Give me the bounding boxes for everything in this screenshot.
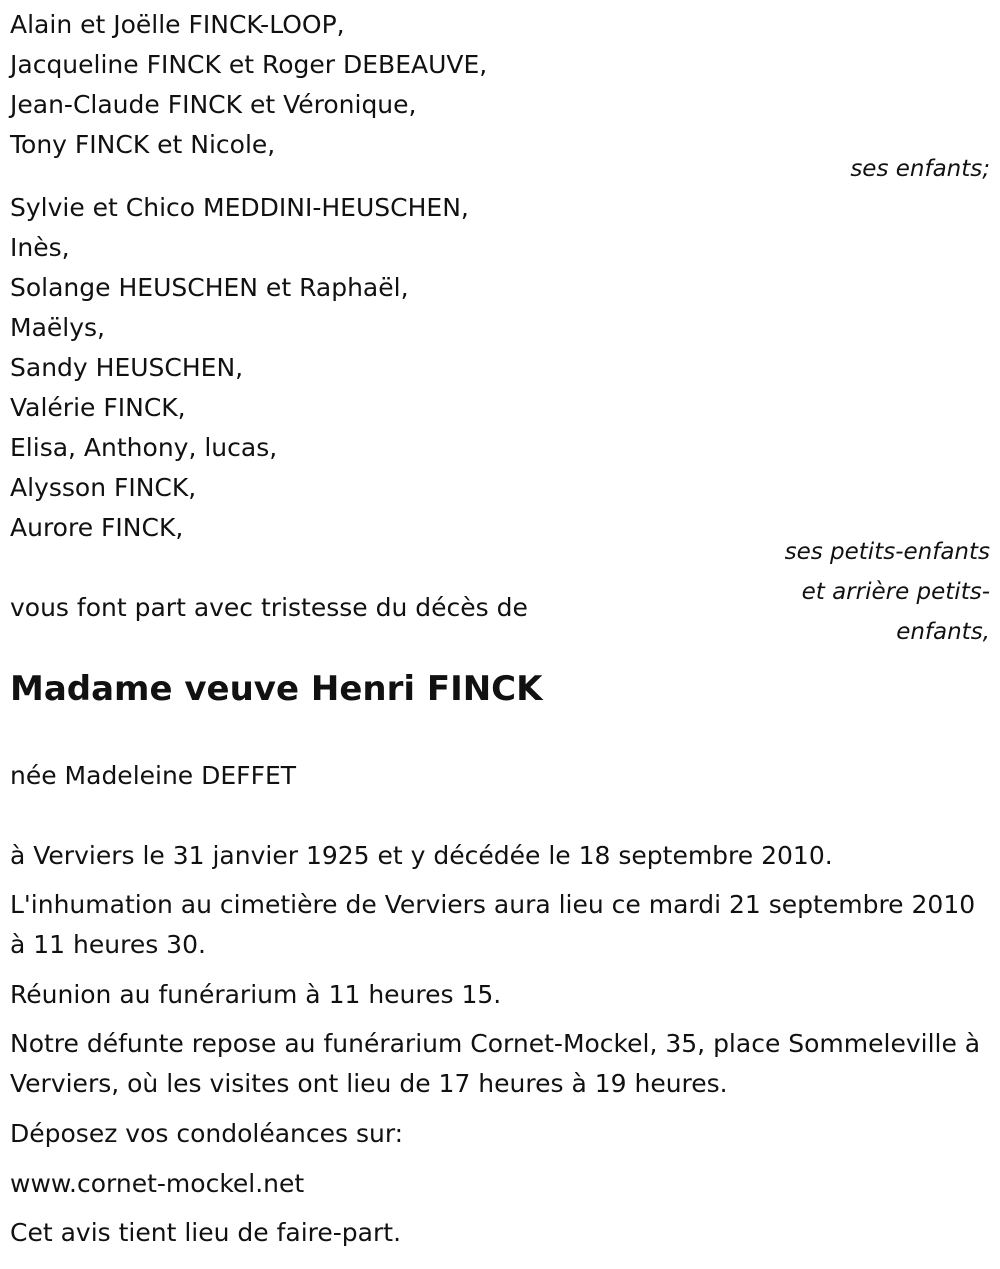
gathering-info: Réunion au funérarium à 11 heures 15. [10,980,502,1009]
grandchild-name: Valérie FINCK, [10,393,186,422]
children-label: ses enfants; [850,156,990,182]
grandchild-name: Alysson FINCK, [10,473,197,502]
grandchild-name: Sylvie et Chico MEDDINI-HEUSCHEN, [10,193,469,222]
child-name: Tony FINCK et Nicole, [10,130,276,159]
funeral-home-info: Notre défunte repose au funérarium Cornet-Mockel, 35, place Sommeleville à Verviers, où les visites ont lieu de 17 heures à 19 heures. [10,1029,981,1098]
deceased-name: Madame veuve Henri FINCK [10,669,543,709]
child-name: Alain et Joëlle FINCK-LOOP, [10,10,345,39]
condolences-label: Déposez vos condoléances sur: [10,1119,404,1148]
closing-note: Cet avis tient lieu de faire-part. [10,1218,402,1247]
birth-death-info: à Verviers le 31 janvier 1925 et y décédée le 18 septembre 2010. [10,841,833,870]
announcement-text: vous font part avec tristesse du décès de [10,593,528,622]
grandchild-name: Inès, [10,233,70,262]
grandchildren-label-line: et arrière petits- [801,579,990,605]
grandchild-name: Maëlys, [10,313,105,342]
burial-info: L'inhumation au cimetière de Verviers aura lieu ce mardi 21 septembre 2010 à 11 heures 30. [10,890,976,959]
grandchild-name: Solange HEUSCHEN et Raphaël, [10,273,409,302]
grandchild-name: Elisa, Anthony, lucas, [10,433,278,462]
grandchild-name: Sandy HEUSCHEN, [10,353,244,382]
condolences-website-link[interactable]: www.cornet-mockel.net [10,1169,305,1198]
maiden-name: née Madeleine DEFFET [10,761,297,790]
child-name: Jacqueline FINCK et Roger DEBEAUVE, [10,50,488,79]
grandchildren-label-line: enfants, [896,619,990,645]
child-name: Jean-Claude FINCK et Véronique, [10,90,417,119]
grandchild-name: Aurore FINCK, [10,513,184,542]
grandchildren-label-line: ses petits-enfants [784,539,990,565]
